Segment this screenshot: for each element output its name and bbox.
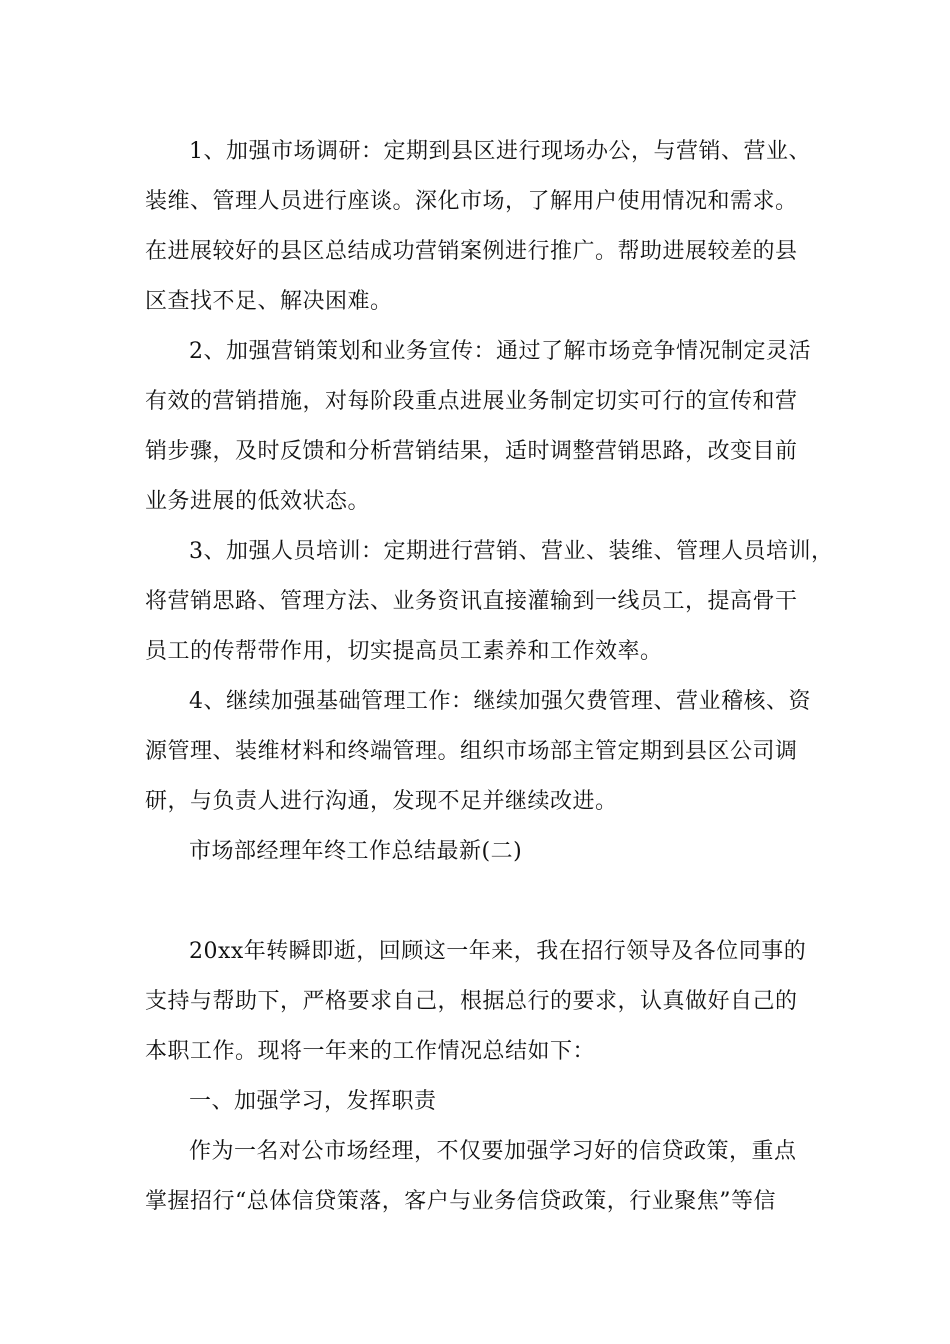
paragraph-1-line-3: 在进展较好的县区总结成功营销案例进行推广。帮助进展较差的县 (145, 239, 798, 264)
paragraph-2-line-1: 2、加强营销策划和业务宣传：通过了解市场竞争情况制定灵活 (189, 339, 811, 364)
paragraph-6-line-2: 掌握招行“总体信贷策落，客户与业务信贷政策，行业聚焦”等信 (145, 1189, 776, 1214)
paragraph-5-line-1: 20xx年转瞬即逝，回顾这一年来，我在招行领导及各位同事的 (189, 939, 807, 964)
paragraph-4-line-1: 4、继续加强基础管理工作：继续加强欠费管理、营业稽核、资 (189, 689, 811, 714)
paragraph-3-line-2: 将营销思路、管理方法、业务资讯直接灌输到一线员工，提高骨干 (145, 589, 798, 614)
paragraph-4-line-2: 源管理、装维材料和终端管理。组织市场部主管定期到县区公司调 (145, 739, 798, 764)
paragraph-6-line-1: 作为一名对公市场经理，不仅要加强学习好的信贷政策，重点 (189, 1139, 797, 1164)
subheading-1: 一、加强学习，发挥职责 (189, 1089, 437, 1114)
paragraph-1-line-2: 装维、管理人员进行座谈。深化市场，了解用户使用情况和需求。 (145, 189, 798, 214)
paragraph-3-line-1: 3、加强人员培训：定期进行营销、营业、装维、管理人员培训， (189, 539, 834, 564)
paragraph-2-line-3: 销步骤，及时反馈和分析营销结果，适时调整营销思路，改变目前 (145, 439, 798, 464)
paragraph-5-line-2: 支持与帮助下，严格要求自己，根据总行的要求，认真做好自己的 (145, 989, 798, 1014)
paragraph-2-line-4: 业务进展的低效状态。 (145, 489, 371, 514)
paragraph-4-line-3: 研，与负责人进行沟通，发现不足并继续改进。 (145, 789, 618, 814)
paragraph-3-line-3: 员工的传帮带作用，切实提高员工素养和工作效率。 (145, 639, 663, 664)
paragraph-2-line-2: 有效的营销措施，对每阶段重点进展业务制定切实可行的宣传和营 (145, 389, 798, 414)
paragraph-5-line-3: 本职工作。现将一年来的工作情况总结如下： (145, 1039, 596, 1064)
paragraph-1-line-4: 区查找不足、解决困难。 (145, 289, 393, 314)
section-heading: 市场部经理年终工作总结最新(二) (189, 839, 523, 864)
paragraph-1-line-1: 1、加强市场调研：定期到县区进行现场办公，与营销、营业、 (189, 139, 811, 164)
